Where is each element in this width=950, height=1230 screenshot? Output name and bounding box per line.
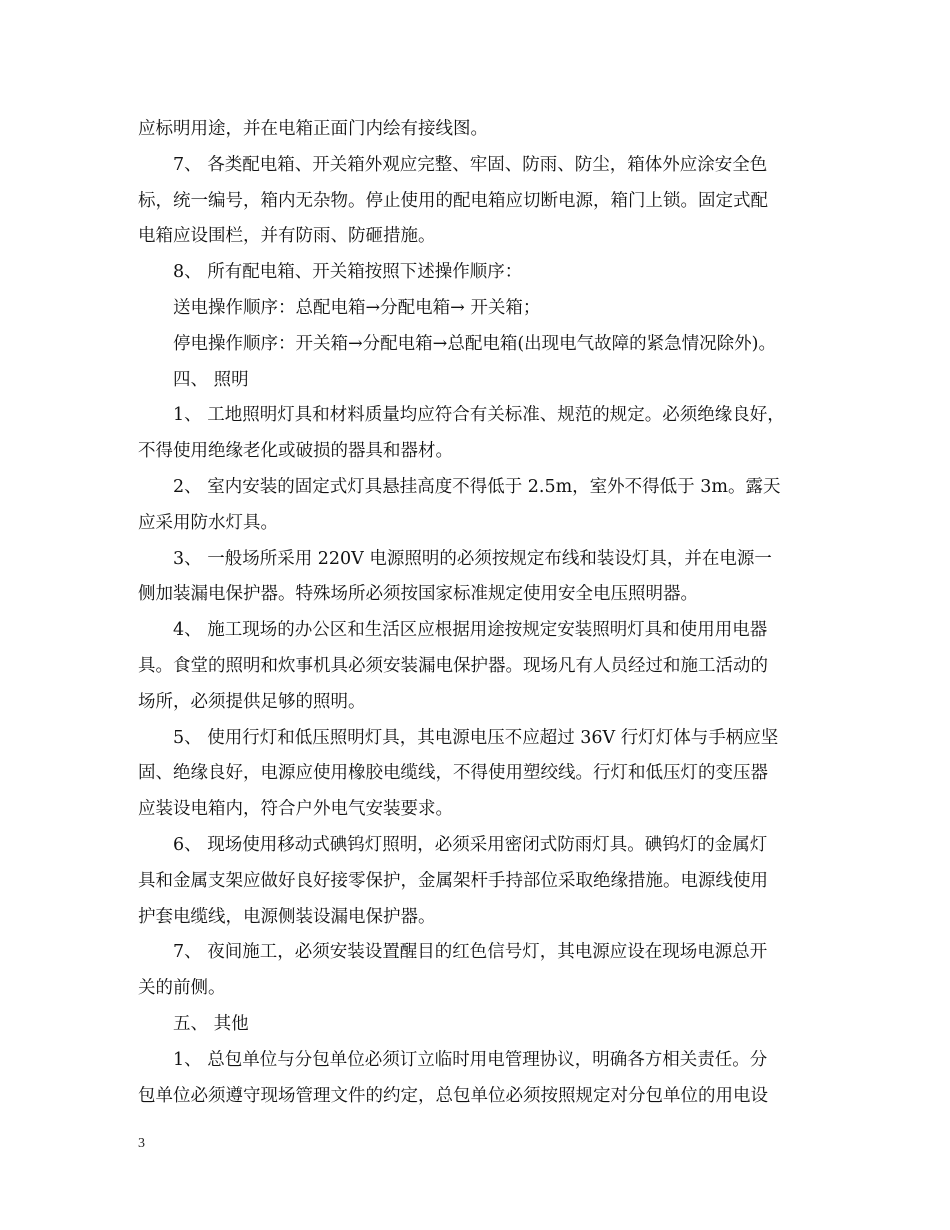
- text-line: 五、 其他: [173, 1013, 249, 1034]
- text-line: 2、 室内安装的固定式灯具悬挂高度不得低于 2.5m，室外不得低于 3m。露天: [173, 476, 781, 497]
- text-line: 送电操作顺序：总配电箱→分配电箱→ 开关箱；: [173, 297, 541, 318]
- text-line: 应采用防水灯具。: [138, 512, 278, 533]
- page-number: 3: [138, 1136, 145, 1151]
- text-line: 护套电缆线，电源侧装设漏电保护器。: [138, 906, 436, 927]
- text-line: 包单位必须遵守现场管理文件的约定，总包单位必须按照规定对分包单位的用电设: [138, 1085, 768, 1106]
- text-line: 8、 所有配电箱、开关箱按照下述操作顺序：: [173, 262, 523, 283]
- text-line: 4、 施工现场的办公区和生活区应根据用途按规定安装照明灯具和使用用电器: [173, 620, 768, 641]
- text-line: 不得使用绝缘老化或破损的器具和器材。: [138, 441, 453, 462]
- text-line: 场所，必须提供足够的照明。: [138, 691, 366, 712]
- text-line: 应标明用途，并在电箱正面门内绘有接线图。: [138, 119, 488, 139]
- text-line: 3、 一般场所采用 220V 电源照明的必须按规定布线和装设灯具，并在电源一: [173, 548, 772, 569]
- text-line: 关的前侧。: [138, 978, 226, 999]
- text-line: 6、 现场使用移动式碘钨灯照明，必须采用密闭式防雨灯具。碘钨灯的金属灯: [173, 834, 768, 855]
- text-line: 具。食堂的照明和炊事机具必须安装漏电保护器。现场凡有人员经过和施工活动的: [138, 655, 768, 676]
- text-line: 1、 工地照明灯具和材料质量均应符合有关标准、规范的规定。必须绝缘良好，: [173, 405, 785, 426]
- text-line: 7、 各类配电箱、开关箱外观应完整、牢固、防雨、防尘，箱体外应涂安全色: [173, 154, 768, 175]
- text-line: 固、绝缘良好，电源应使用橡胶电缆线，不得使用塑绞线。行灯和低压灯的变压器: [138, 763, 768, 784]
- text-line: 四、 照明: [173, 369, 249, 390]
- text-line: 1、 总包单位与分包单位必须订立临时用电管理协议，明确各方相关责任。分: [173, 1049, 768, 1070]
- text-line: 停电操作顺序：开关箱→分配电箱→总配电箱(出现电气故障的紧急情况除外)。: [173, 333, 776, 354]
- text-line: 具和金属支架应做好良好接零保护，金属架杆手持部位采取绝缘措施。电源线使用: [138, 870, 768, 891]
- text-line: 侧加装漏电保护器。特殊场所必须按国家标准规定使用安全电压照明器。: [138, 584, 698, 605]
- document-body: [138, 112, 838, 1114]
- text-line: 5、 使用行灯和低压照明灯具，其电源电压不应超过 36V 行灯灯体与手柄应坚: [173, 727, 779, 748]
- text-line: 标，统一编号，箱内无杂物。停止使用的配电箱应切断电源，箱门上锁。固定式配: [138, 190, 768, 211]
- text-line: 应装设电箱内，符合户外电气安装要求。: [138, 799, 453, 820]
- text-line: 7、 夜间施工，必须安装设置醒目的红色信号灯，其电源应设在现场电源总开: [173, 942, 768, 963]
- text-line: 电箱应设围栏，并有防雨、防砸措施。: [138, 226, 436, 247]
